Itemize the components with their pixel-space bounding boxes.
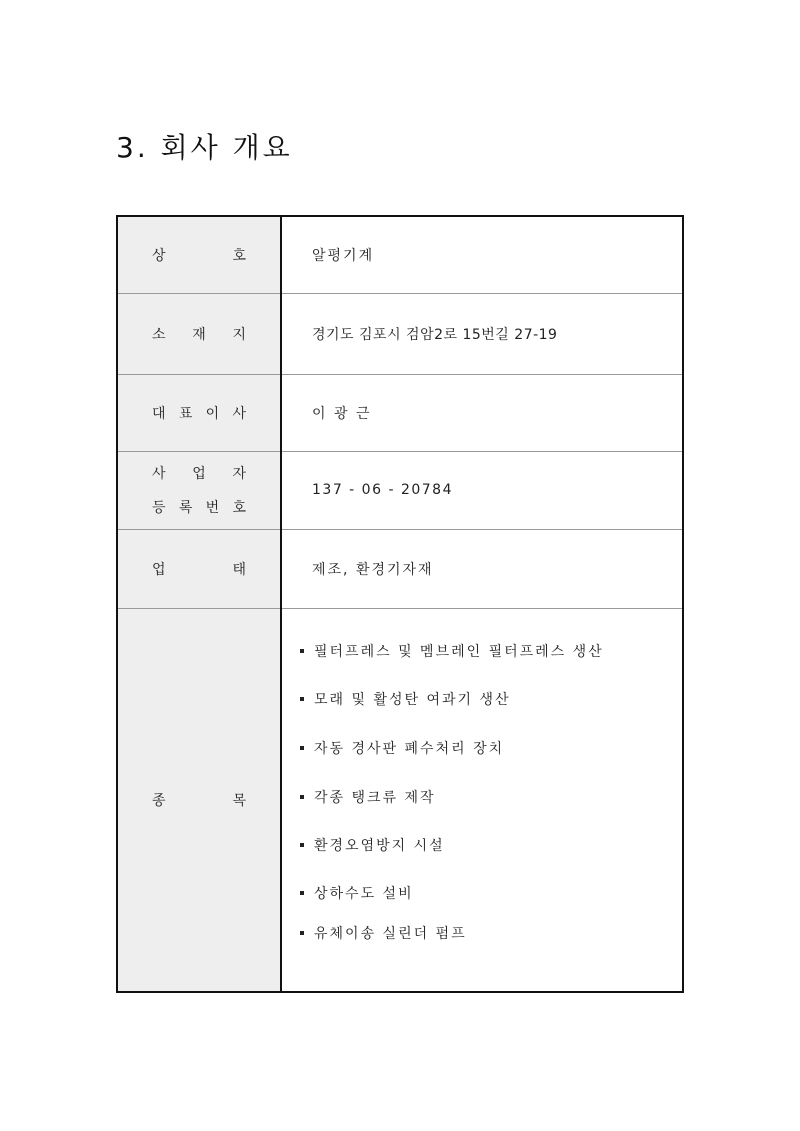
list-item: 유체이송 실린더 펌프 bbox=[300, 923, 467, 943]
company-overview-table bbox=[116, 215, 684, 993]
label-cell bbox=[117, 216, 281, 293]
list-item: 자동 경사판 폐수처리 장치 bbox=[300, 738, 504, 758]
items-list bbox=[300, 609, 682, 991]
list-item: 환경오염방지 시설 bbox=[300, 835, 445, 855]
bullet-icon bbox=[300, 746, 304, 750]
list-item: 각종 탱크류 제작 bbox=[300, 787, 436, 807]
bullet-icon bbox=[300, 795, 304, 799]
label-business-type: 업 태 bbox=[152, 561, 246, 578]
table-row bbox=[117, 529, 683, 608]
bullet-icon bbox=[300, 891, 304, 895]
label-cell bbox=[117, 608, 281, 992]
bullet-icon bbox=[300, 649, 304, 653]
label-cell bbox=[117, 293, 281, 374]
label-company-name: 상 호 bbox=[152, 247, 246, 264]
ceo-value: 이 광 근 bbox=[281, 374, 683, 451]
table-row bbox=[117, 216, 683, 293]
table-row bbox=[117, 293, 683, 374]
label-cell bbox=[117, 451, 281, 529]
company-name-value: 알평기계 bbox=[281, 216, 683, 293]
label-business-reg-line1: 사 업 자 bbox=[152, 466, 246, 482]
bullet-icon bbox=[300, 843, 304, 847]
label-items: 종 목 bbox=[152, 792, 246, 809]
table-row bbox=[117, 451, 683, 529]
label-business-reg-line2: 등 록 번 호 bbox=[152, 500, 246, 516]
bullet-icon bbox=[300, 697, 304, 701]
label-cell bbox=[117, 529, 281, 608]
bullet-icon bbox=[300, 931, 304, 935]
page-title: 3. 회사 개요 bbox=[116, 131, 293, 164]
list-item: 필터프레스 및 멤브레인 필터프레스 생산 bbox=[300, 641, 604, 661]
label-business-reg bbox=[118, 463, 280, 517]
business-reg-value: 137 - 06 - 20784 bbox=[281, 451, 683, 529]
label-cell bbox=[117, 374, 281, 451]
location-value: 경기도 김포시 검암2로 15번길 27-19 bbox=[281, 293, 683, 374]
table-row bbox=[117, 374, 683, 451]
list-item: 상하수도 설비 bbox=[300, 883, 414, 903]
list-item: 모래 및 활성탄 여과기 생산 bbox=[300, 689, 511, 709]
table-row bbox=[117, 608, 683, 992]
label-location: 소 재 지 bbox=[152, 326, 246, 343]
business-type-value: 제조, 환경기자재 bbox=[281, 529, 683, 608]
items-cell bbox=[281, 608, 683, 992]
label-ceo: 대 표 이 사 bbox=[152, 405, 246, 422]
